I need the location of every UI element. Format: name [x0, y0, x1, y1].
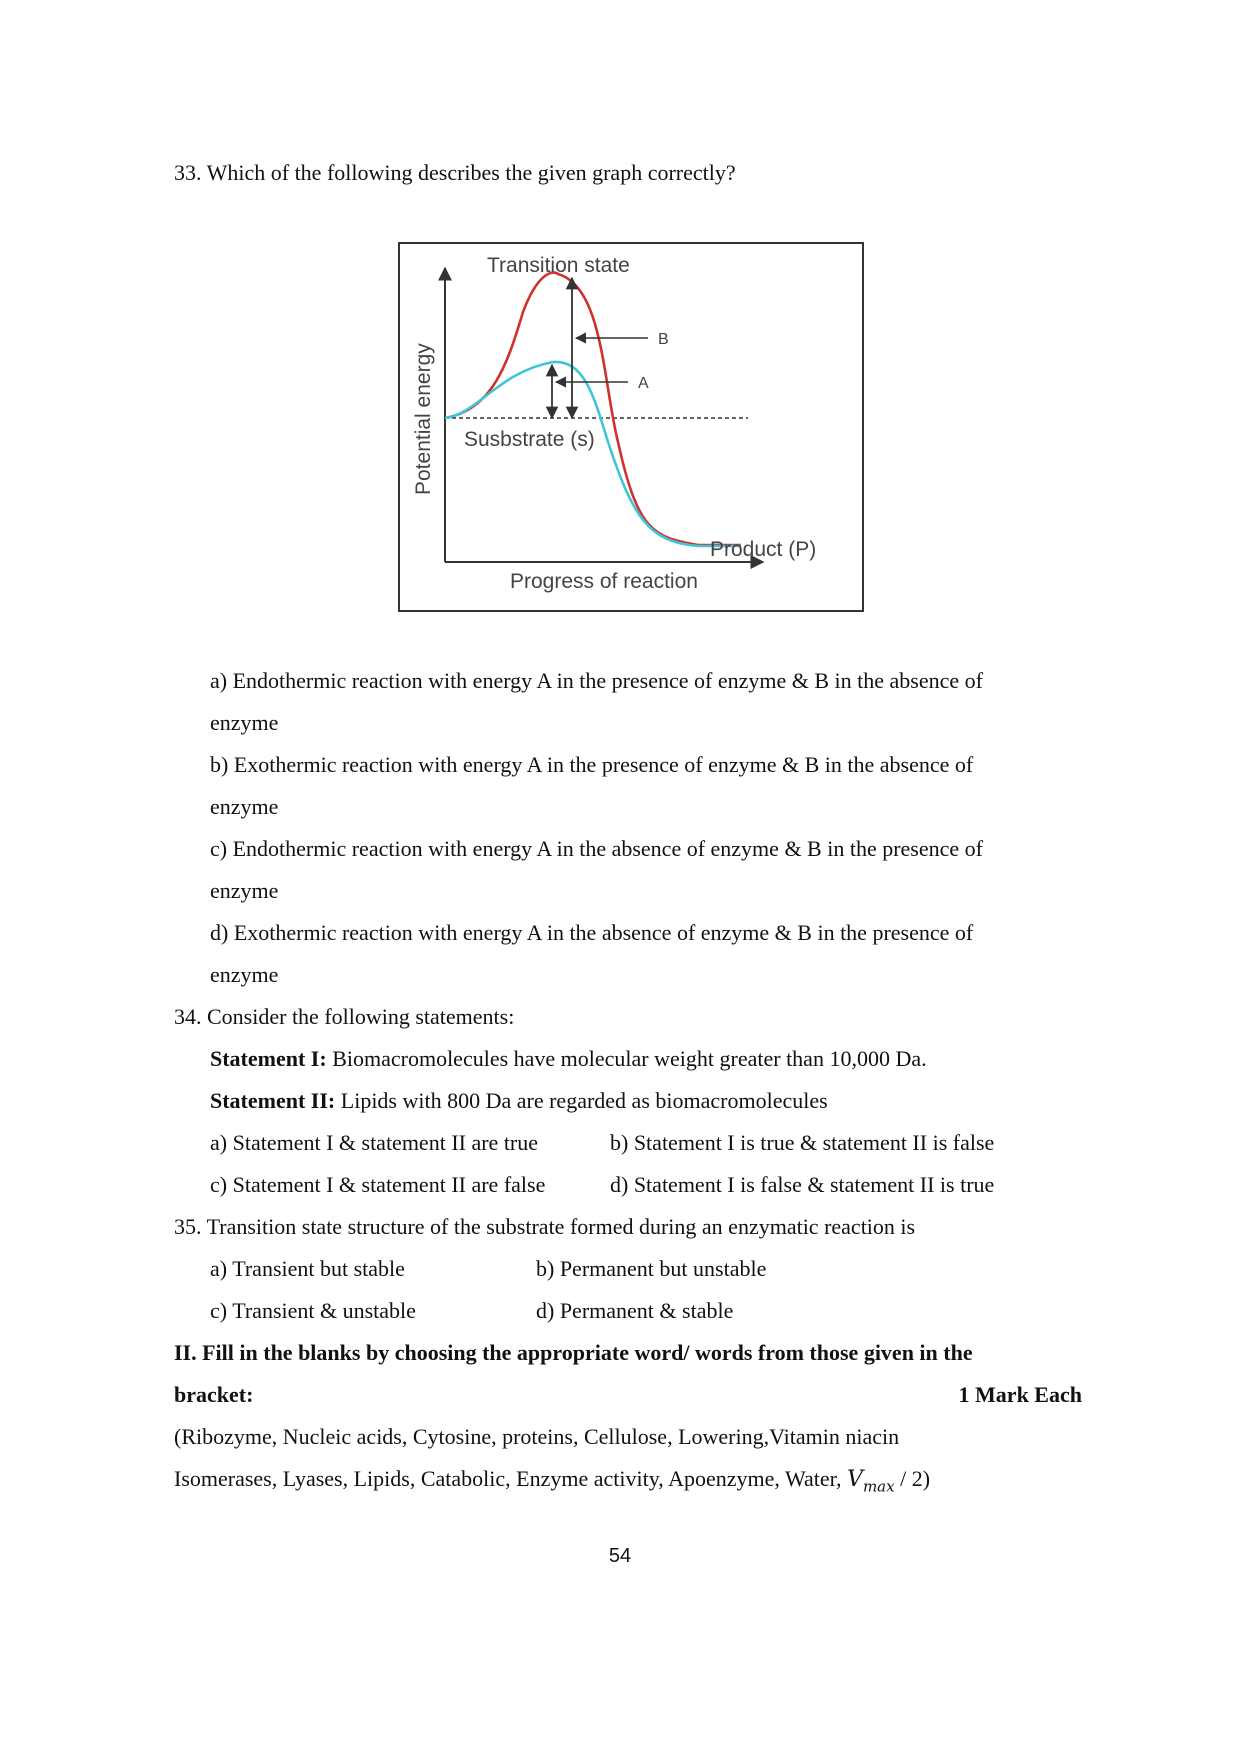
q33-option-b-line1: b) Exothermic reaction with energy A in the presence of enzyme & B in the absence of: [210, 752, 974, 777]
q35-option-c: c) Transient & unstable: [210, 1298, 416, 1323]
statement-1: [210, 1046, 927, 1072]
statement-1-label: Statement I:: [210, 1046, 327, 1071]
q33-option-d-line2: enzyme: [210, 962, 279, 987]
q33-option-a-line2: enzyme: [210, 710, 279, 735]
q34-option-d: d) Statement I is false & statement II is true: [610, 1172, 995, 1197]
vmax-subscript: max: [862, 1477, 895, 1496]
q34-option-c: c) Statement I & statement II are false: [210, 1172, 546, 1197]
q34-option-a: a) Statement I & statement II are true: [210, 1130, 539, 1155]
q33-option-a-line1: a) Endothermic reaction with energy A in the presence of enzyme & B in the absence of: [210, 668, 983, 693]
label-substrate: Susbstrate (s): [464, 428, 595, 451]
section-2-heading-line2: bracket:: [174, 1382, 254, 1407]
vmax-tail: / 2): [894, 1466, 931, 1491]
question-33: 33. Which of the following describes the given graph correctly?: [174, 160, 736, 185]
page-number: 54: [608, 1545, 632, 1567]
q33-option-d-line1: d) Exothermic reaction with energy A in the absence of enzyme & B in the presence of: [210, 920, 974, 945]
label-b: B: [658, 331, 669, 348]
statement-2-text: Lipids with 800 Da are regarded as biomacromolecules: [335, 1088, 828, 1113]
question-34: 34. Consider the following statements:: [174, 1004, 515, 1029]
q35-option-a: a) Transient but stable: [210, 1256, 405, 1281]
energy-diagram-figure: [398, 242, 864, 612]
label-transition-state: Transition state: [487, 254, 630, 277]
q33-option-b-line2: enzyme: [210, 794, 279, 819]
q35-option-d: d) Permanent & stable: [536, 1298, 734, 1323]
word-bank-line2: [174, 1466, 930, 1495]
y-axis-label: Potential energy: [412, 343, 435, 495]
q33-option-c-line2: enzyme: [210, 878, 279, 903]
question-35: 35. Transition state structure of the substrate formed during an enzymatic reaction is: [174, 1214, 916, 1239]
vmax-v: V: [847, 1467, 863, 1492]
statement-2-label: Statement II:: [210, 1088, 336, 1113]
marks-label: 1 Mark Each: [958, 1382, 1082, 1407]
word-bank-line2-text: Isomerases, Lyases, Lipids, Catabolic, Enzyme activity, Apoenzyme, Water,: [174, 1466, 848, 1491]
q35-option-b: b) Permanent but unstable: [536, 1256, 767, 1281]
label-product: Product (P): [710, 538, 817, 561]
section-2-heading-line1: II. Fill in the blanks by choosing the appropriate word/ words from those given in the: [174, 1340, 973, 1365]
statement-1-text: Biomacromolecules have molecular weight greater than 10,000 Da.: [326, 1046, 927, 1071]
label-a: A: [638, 375, 649, 392]
word-bank-line1: (Ribozyme, Nucleic acids, Cytosine, proteins, Cellulose, Lowering,Vitamin niacin: [174, 1424, 900, 1449]
q34-option-b: b) Statement I is true & statement II is false: [610, 1130, 995, 1155]
x-axis-label: Progress of reaction: [510, 570, 698, 593]
statement-2: [210, 1088, 828, 1114]
vmax-term: [847, 1467, 895, 1496]
q33-option-c-line1: c) Endothermic reaction with energy A in the absence of enzyme & B in the presence of: [210, 836, 983, 861]
